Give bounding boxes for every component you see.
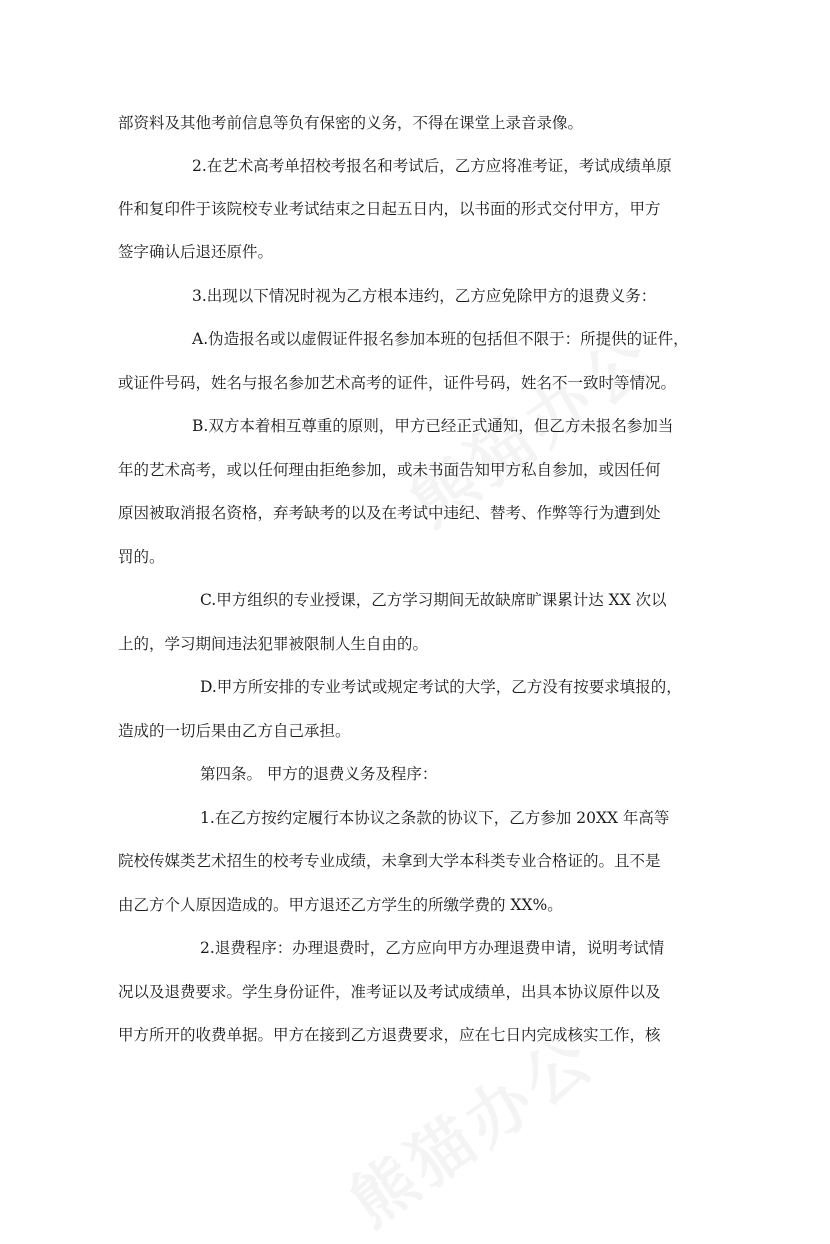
- text-line: 年的艺术高考，或以任何理由拒绝参加，或未书面告知甲方私自参加，或因任何: [118, 461, 661, 479]
- text-line: 原因被取消报名资格，弃考缺考的以及在考试中违纪、替考、作弊等行为遭到处: [118, 504, 661, 522]
- text-line: 造成的一切后果由乙方自己承担。: [118, 722, 351, 740]
- text-line: 上的，学习期间违法犯罪被限制人生自由的。: [118, 635, 429, 653]
- text-line: D.甲方所安排的专业考试或规定考试的大学，乙方没有按要求填报的，: [200, 678, 682, 696]
- text-line: 部资料及其他考前信息等负有保密的义务，不得在课堂上录音录像。: [118, 114, 584, 132]
- text-line: 或证件号码，姓名与报名参加艺术高考的证件，证件号码，姓名不一致时等情况。: [118, 374, 677, 392]
- text-line: 1.在乙方按约定履行本协议之条款的协议下，乙方参加 20XX 年高等: [200, 809, 670, 827]
- text-line: 签字确认后退还原件。: [118, 243, 274, 261]
- text-line: 罚的。: [118, 548, 165, 566]
- text-line: 2.在艺术高考单招校考报名和考试后，乙方应将准考证，考试成绩单原: [192, 157, 672, 175]
- text-line: B.双方本着相互尊重的原则，甲方已经正式通知，但乙方未报名参加当: [192, 417, 674, 435]
- text-line: A.伪造报名或以虚假证件报名参加本班的包括但不限于：所提供的证件，: [192, 330, 689, 348]
- text-line: 况以及退费要求。学生身份证件，准考证以及考试成绩单，出具本协议原件以及: [118, 983, 661, 1001]
- text-line: 甲方所开的收费单据。甲方在接到乙方退费要求，应在七日内完成核实工作，核: [118, 1026, 661, 1044]
- text-line: 院校传媒类艺术招生的校考专业成绩，未拿到大学本科类专业合格证的。且不是: [118, 852, 661, 870]
- section-heading: 第四条。 甲方的退费义务及程序：: [200, 765, 438, 783]
- text-line: C.甲方组织的专业授课，乙方学习期间无故缺席旷课累计达 XX 次以: [200, 591, 667, 609]
- text-line: 2.退费程序：办理退费时，乙方应向甲方办理退费申请，说明考试情: [200, 939, 665, 957]
- text-line: 件和复印件于该院校专业考试结束之日起五日内，以书面的形式交付甲方，甲方: [118, 200, 661, 218]
- text-line: 由乙方个人原因造成的。甲方退还乙方学生的所缴学费的 XX%。: [118, 896, 563, 914]
- text-line: 3.出现以下情况时视为乙方根本违约，乙方应免除甲方的退费义务：: [192, 287, 657, 305]
